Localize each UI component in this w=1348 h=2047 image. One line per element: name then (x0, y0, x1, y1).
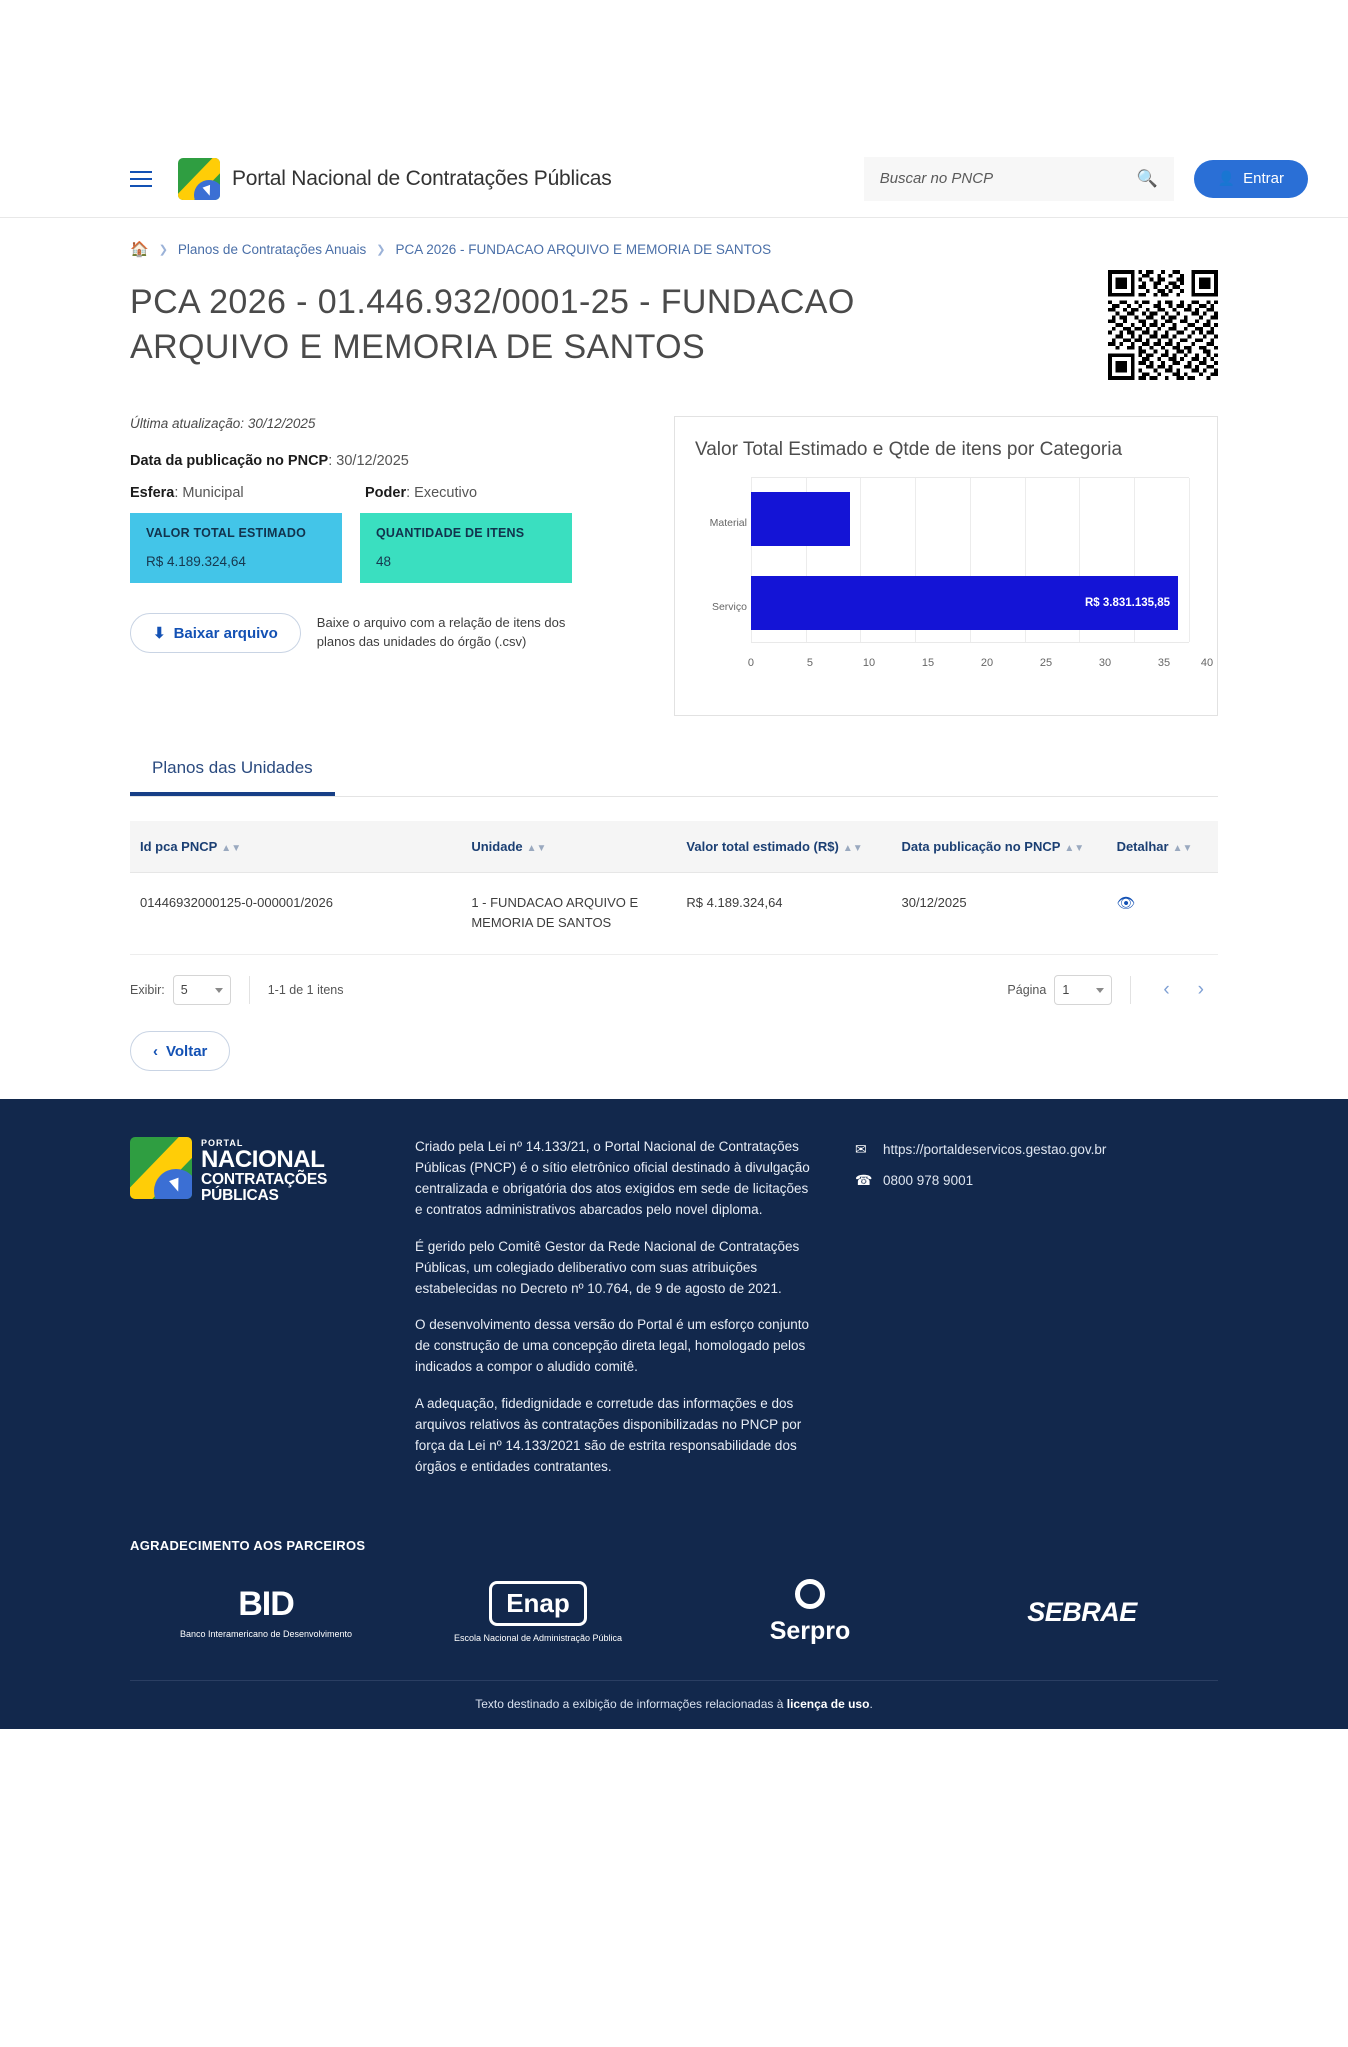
download-help-text: Baixe o arquivo com a relação de itens dos planos das unidades do órgão (.csv) (316, 615, 566, 649)
page-label: Página (1007, 983, 1047, 997)
pncp-logo-icon (130, 1137, 192, 1199)
chevron-left-icon: ‹ (153, 1042, 158, 1060)
user-icon: 👤 (1217, 170, 1236, 186)
chart-xtick: 0 (747, 657, 755, 669)
tab-planos-das-unidades[interactable]: Planos das Unidades (130, 750, 335, 796)
breadcrumb-item-planos[interactable]: Planos de Contratações Anuais (177, 241, 367, 257)
footer-logo-line2: NACIONAL (201, 1146, 325, 1173)
esfera: Esfera: Municipal (130, 485, 244, 501)
license-bar (130, 1680, 1218, 1729)
footer-top (130, 1137, 1218, 1494)
sort-icon: ▲▼ (1064, 843, 1085, 854)
header-actions (864, 157, 1308, 201)
partners-row (130, 1579, 1218, 1680)
footer-paragraph-4: A adequação, fidedignidade e corretude das informações e dos arquivos relativos às contratações disponibilizadas no PNCP por força da Lei nº 14.133/2021 são de estrita responsabilidade dos órgãos e entidades contratantes. (415, 1396, 802, 1474)
partner-bid-sub: Banco Interamericano de Desenvolvimento (179, 1628, 353, 1639)
divider (249, 976, 250, 1004)
serpro-logo-icon (795, 1579, 825, 1609)
chart-area (695, 477, 1214, 677)
breadcrumb-separator: ❯ (376, 243, 386, 256)
chevron-left-icon[interactable]: ‹ (1163, 979, 1170, 1000)
back-button[interactable] (130, 1031, 230, 1071)
site-header (0, 140, 1348, 218)
sort-icon: ▲▼ (221, 843, 242, 854)
card-valor-total-estimado (130, 513, 342, 583)
footer-logo-line4: PÚBLICAS (201, 1186, 279, 1204)
pncp-logo-icon (178, 158, 220, 200)
download-button-label: Baixar arquivo (173, 624, 278, 642)
footer-paragraph-3: O desenvolvimento dessa versão do Portal é um esforço conjunto de construção de uma concepção direta legal, homologado pelos indicados a compor o aludido comitê. (415, 1317, 809, 1375)
publication-date-label: Data da publicação no PNCP (130, 453, 329, 469)
search-input[interactable] (880, 170, 1137, 187)
chart-xtick: 25 (1039, 657, 1053, 669)
column-header-data[interactable]: Data publicação no PNCP ▲▼ (891, 821, 1106, 873)
cell-data: 30/12/2025 (891, 873, 1106, 955)
card-value: R$ 4.189.324,64 (146, 554, 246, 569)
chart-category-label-material: Material (709, 517, 747, 529)
summary-section (130, 416, 1218, 716)
search-box[interactable] (864, 157, 1174, 201)
chart-xtick: 20 (980, 657, 994, 669)
license-link[interactable]: licença de uso (786, 1696, 870, 1711)
tabs (130, 750, 1218, 797)
mail-icon: ✉ (855, 1141, 867, 1157)
metadata-column (130, 416, 634, 716)
footer-contact-column (855, 1137, 1106, 1494)
sort-icon: ▲▼ (842, 843, 863, 854)
footer-logo-line3: CONTRATAÇÕES (201, 1171, 328, 1188)
cell-detalhar (1107, 873, 1218, 955)
column-header-unidade[interactable]: Unidade ▲▼ (461, 821, 676, 873)
planos-table (130, 821, 1218, 955)
table-row (130, 873, 1218, 955)
stat-cards (130, 513, 634, 583)
chart-bar-label-servico: R$ 3.831.135,85 (1085, 597, 1171, 609)
search-icon[interactable]: 🔍 (1136, 168, 1158, 188)
eye-icon[interactable]: 👁 (1116, 895, 1136, 912)
poder-value: Executivo (414, 485, 478, 501)
chart-category-label-servico: Serviço (711, 601, 747, 613)
chart-xtick: 15 (921, 657, 935, 669)
page-value: 1 (1062, 983, 1070, 997)
download-file-button[interactable] (130, 613, 301, 653)
chart-xtick: 10 (862, 657, 876, 669)
login-label: Entrar (1243, 170, 1284, 187)
rows-per-page-label: Exibir: (130, 983, 165, 997)
hamburger-icon[interactable] (130, 171, 152, 187)
partner-sebrae[interactable] (946, 1597, 1218, 1628)
footer-paragraph-2: É gerido pelo Comitê Gestor da Rede Nacional de Contratações Públicas, um colegiado deliberativo com suas atribuições estabelecidas no Decreto nº 10.764, de 9 de agosto de 2021. (415, 1238, 800, 1296)
download-row (130, 613, 634, 653)
breadcrumb-separator: ❯ (158, 243, 168, 256)
partner-enap-name: Enap (489, 1581, 587, 1626)
phone-icon: ☎ (855, 1172, 873, 1188)
category-chart-panel (674, 416, 1218, 716)
footer-logo-line1: PORTAL (201, 1138, 244, 1148)
esfera-label: Esfera (130, 485, 175, 501)
chart-bar-material (751, 492, 850, 546)
sort-icon: ▲▼ (526, 843, 547, 854)
breadcrumb (130, 218, 1218, 264)
chart-xtick: 30 (1098, 657, 1112, 669)
poder-label: Poder (365, 485, 407, 501)
last-update (130, 416, 634, 431)
cell-valor: R$ 4.189.324,64 (676, 873, 891, 955)
footer-paragraph-1: Criado pela Lei nº 14.133/21, o Portal Nacional de Contratações Públicas (PNCP) é o sítio eletrônico oficial destinado à divulgação centralizada e obrigatória dos atos exigidos em sede de licitações e contratos administrativos abarcados pelo novel diploma. (415, 1139, 810, 1217)
table-header-row (130, 821, 1218, 873)
footer-contact-phone[interactable] (855, 1172, 1106, 1189)
license-suffix: . (869, 1696, 873, 1711)
card-label: VALOR TOTAL ESTIMADO (146, 526, 307, 540)
page-select[interactable] (1054, 975, 1112, 1005)
publication-date: Data da publicação no PNCP: 30/12/2025 (130, 453, 409, 469)
chevron-down-icon (1096, 988, 1104, 993)
home-icon[interactable]: 🏠 (130, 241, 149, 258)
back-button-label: Voltar (166, 1042, 208, 1060)
card-quantidade-de-itens (360, 513, 572, 583)
chart-title: Valor Total Estimado e Qtde de itens por Categoria (694, 439, 1123, 460)
rows-per-page-value: 5 (180, 983, 188, 997)
poder: Poder: Executivo (365, 485, 478, 501)
publication-date-value: 30/12/2025 (336, 453, 409, 469)
footer-logo-column (130, 1137, 375, 1494)
partners-title: AGRADECIMENTO AOS PARCEIROS (130, 1537, 366, 1553)
partner-enap-sub: Escola Nacional de Administração Pública (453, 1632, 623, 1643)
pagination-right (1007, 975, 1218, 1005)
cell-id-pca: 01446932000125-0-000001/2026 (130, 873, 461, 955)
footer-logo (130, 1137, 375, 1203)
footer-logo-wordmark (201, 1137, 327, 1203)
page-title: PCA 2026 - 01.446.932/0001-25 - FUNDACAO ARQUIVO E MEMORIA DE SANTOS (130, 283, 855, 366)
esfera-value: Municipal (182, 485, 244, 501)
title-row (130, 264, 1218, 380)
sort-icon: ▲▼ (1172, 843, 1193, 854)
pagination-range: 1-1 de 1 itens (267, 983, 344, 997)
column-header-detalhar[interactable]: Detalhar ▲▼ (1107, 821, 1218, 873)
partner-bid[interactable] (130, 1585, 402, 1640)
divider (1130, 976, 1131, 1004)
footer-text-column (415, 1137, 815, 1494)
last-update-value: 30/12/2025 (247, 416, 316, 431)
chart-xtick: 5 (806, 657, 814, 669)
download-icon: ⬇ (153, 625, 166, 642)
chevron-right-icon[interactable]: › (1197, 979, 1204, 1000)
cell-unidade: 1 - FUNDACAO ARQUIVO E MEMORIA DE SANTOS (461, 873, 676, 955)
chevron-down-icon (215, 988, 223, 993)
pagination (130, 975, 1218, 1005)
chart-bar-servico (751, 576, 1178, 630)
main-content (0, 218, 1348, 1099)
chart-plot (751, 477, 1189, 643)
breadcrumb-item-current: PCA 2026 - FUNDACAO ARQUIVO E MEMORIA DE SANTOS (395, 241, 772, 257)
footer-contact-phone-text: 0800 978 9001 (883, 1173, 974, 1188)
license-prefix: Texto destinado a exibição de informações relacionadas à (475, 1696, 787, 1711)
partner-enap[interactable] (402, 1581, 674, 1644)
footer-wrapper (0, 1099, 1348, 1729)
page-root (0, 140, 1348, 1729)
card-value: 48 (376, 554, 392, 569)
chart-xtick: 35 (1157, 657, 1171, 669)
brand-title: Portal Nacional de Contratações Públicas (232, 166, 612, 190)
login-button[interactable] (1194, 160, 1308, 198)
qr-code (1108, 270, 1218, 380)
last-update-label: Última atualização: (130, 416, 245, 431)
partner-sebrae-name: SEBRAE (1027, 1596, 1137, 1627)
back-row (130, 1031, 1218, 1099)
brand[interactable] (178, 158, 612, 200)
partner-serpro[interactable] (674, 1579, 946, 1646)
site-footer (0, 1099, 1348, 1729)
footer-contact-site-text: https://portaldeservicos.gestao.gov.br (883, 1142, 1107, 1157)
footer-contact-site[interactable] (855, 1141, 1106, 1158)
chart-xtick: 40 (1200, 657, 1214, 669)
partner-serpro-name: Serpro (769, 1616, 851, 1645)
column-header-valor[interactable]: Valor total estimado (R$) ▲▼ (676, 821, 891, 873)
column-header-id-pca[interactable]: Id pca PNCP ▲▼ (130, 821, 461, 873)
card-label: QUANTIDADE DE ITENS (376, 526, 525, 540)
partner-bid-name: BID (238, 1584, 294, 1623)
rows-per-page-select[interactable] (173, 975, 231, 1005)
esfera-poder-row (130, 485, 634, 501)
